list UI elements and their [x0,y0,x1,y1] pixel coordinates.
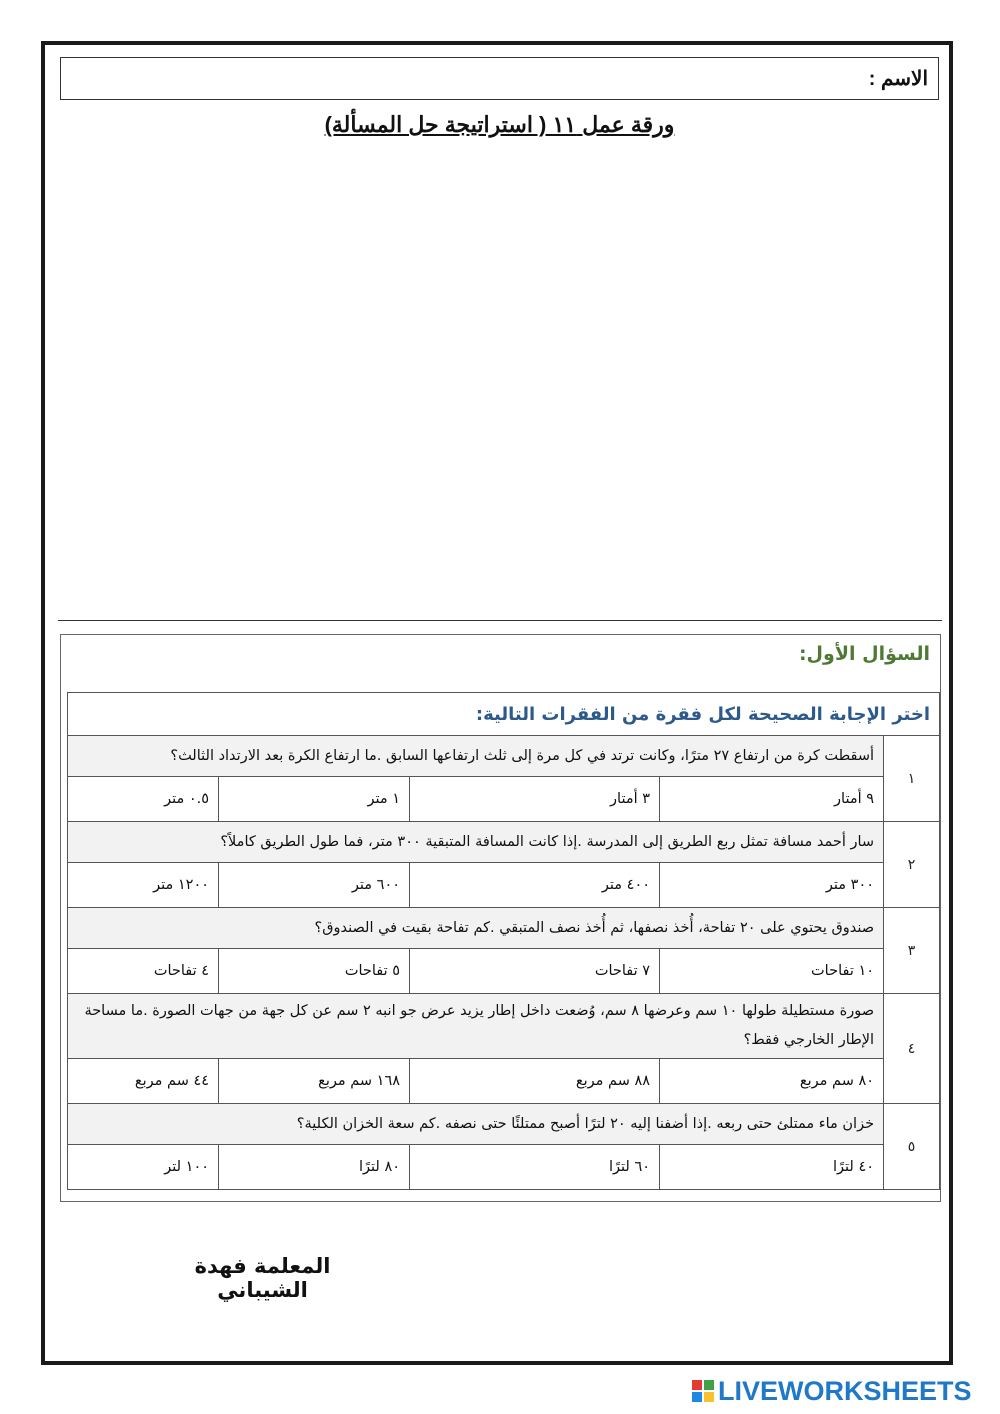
options-row [68,949,940,994]
brand-text: LIVEWORKSHEETS [718,1375,972,1406]
question-text: صندوق يحتوي على ٢٠ تفاحة، أُخذ نصفها، ثم أُخذ نصف المتبقي .كم تفاحة بقيت في الصندوق؟ [68,908,884,949]
answer-option[interactable]: ٣٠٠ متر [660,863,884,908]
question-row [68,1104,940,1145]
logo-square-red [692,1380,702,1390]
answer-option[interactable]: ١٦٨ سم مربع [219,1059,410,1104]
logo-square-blue [692,1392,702,1402]
answer-option[interactable]: ٣ أمتار [410,777,660,822]
answer-option[interactable]: ٨٠ سم مربع [660,1059,884,1104]
answer-option[interactable]: ١ متر [219,777,410,822]
worksheet-title: ورقة عمل ١١ ( استراتيجة حل المسألة) [324,112,675,137]
logo-square-green [704,1380,714,1390]
question-text: صورة مستطيلة طولها ١٠ سم وعرضها ٨ سم، وُضعت داخل إطار يزيد عرض جو انبه ٢ سم عن كل جهة من جهات الصورة .ما مساحة الإطار الخارجي فقط؟ [68,994,884,1059]
question-heading: السؤال الأول: [798,643,930,665]
answer-option[interactable]: ٤٤ سم مربع [68,1059,219,1104]
question-number: ٢ [884,822,940,908]
name-field[interactable] [60,57,939,100]
question-text: أسقطت كرة من ارتفاع ٢٧ مترًا، وكانت ترتد في كل مرة إلى ثلث ارتفاعها السابق .ما ارتفاع الكرة بعد الارتداد الثالث؟ [68,736,884,777]
liveworksheets-brand[interactable] [692,1374,992,1408]
question-number: ٣ [884,908,940,994]
question-number: ٤ [884,994,940,1104]
answer-option[interactable]: ٤٠ لترًا [660,1145,884,1190]
answer-option[interactable]: ٥ تفاحات [219,949,410,994]
question-number: ٥ [884,1104,940,1190]
question-row [68,822,940,863]
question-text: خزان ماء ممتلئ حتى ربعه .إذا أضفنا إليه ٢٠ لترًا أصبح ممتلئًا حتى نصفه .كم سعة الخزان الكلية؟ [68,1104,884,1145]
answer-option[interactable]: ٦٠ لترًا [410,1145,660,1190]
answer-option[interactable]: ٨٨ سم مربع [410,1059,660,1104]
question-row [68,908,940,949]
section-divider [58,620,942,621]
question-table [67,692,940,1190]
answer-option[interactable]: ٦٠٠ متر [219,863,410,908]
question-row [68,994,940,1059]
options-row [68,863,940,908]
logo-square-yellow [704,1392,714,1402]
answer-option[interactable]: ٨٠ لترًا [219,1145,410,1190]
instruction-text: اختر الإجابة الصحيحة لكل فقرة من الفقرات التالية: [68,693,940,736]
options-row [68,1059,940,1104]
question-text: سار أحمد مسافة تمثل ربع الطريق إلى المدرسة .إذا كانت المسافة المتبقية ٣٠٠ متر، فما طول الطريق كاملاً؟ [68,822,884,863]
instruction-row [68,693,940,736]
answer-option[interactable]: ٧ تفاحات [410,949,660,994]
answer-option[interactable]: ١٠٠ لتر [68,1145,219,1190]
liveworksheets-logo-icon [692,1380,714,1402]
answer-option[interactable]: ٩ أمتار [660,777,884,822]
answer-option[interactable]: ١٠ تفاحات [660,949,884,994]
teacher-signature: المعلمة فهدة الشيباني [194,1254,331,1302]
answer-option[interactable]: ١٢٠٠ متر [68,863,219,908]
answer-option[interactable]: ٠.٥ متر [68,777,219,822]
options-row [68,777,940,822]
question-row [68,736,940,777]
name-label: الاسم : [868,68,928,90]
options-row [68,1145,940,1190]
answer-option[interactable]: ٤٠٠ متر [410,863,660,908]
question-number: ١ [884,736,940,822]
answer-option[interactable]: ٤ تفاحات [68,949,219,994]
